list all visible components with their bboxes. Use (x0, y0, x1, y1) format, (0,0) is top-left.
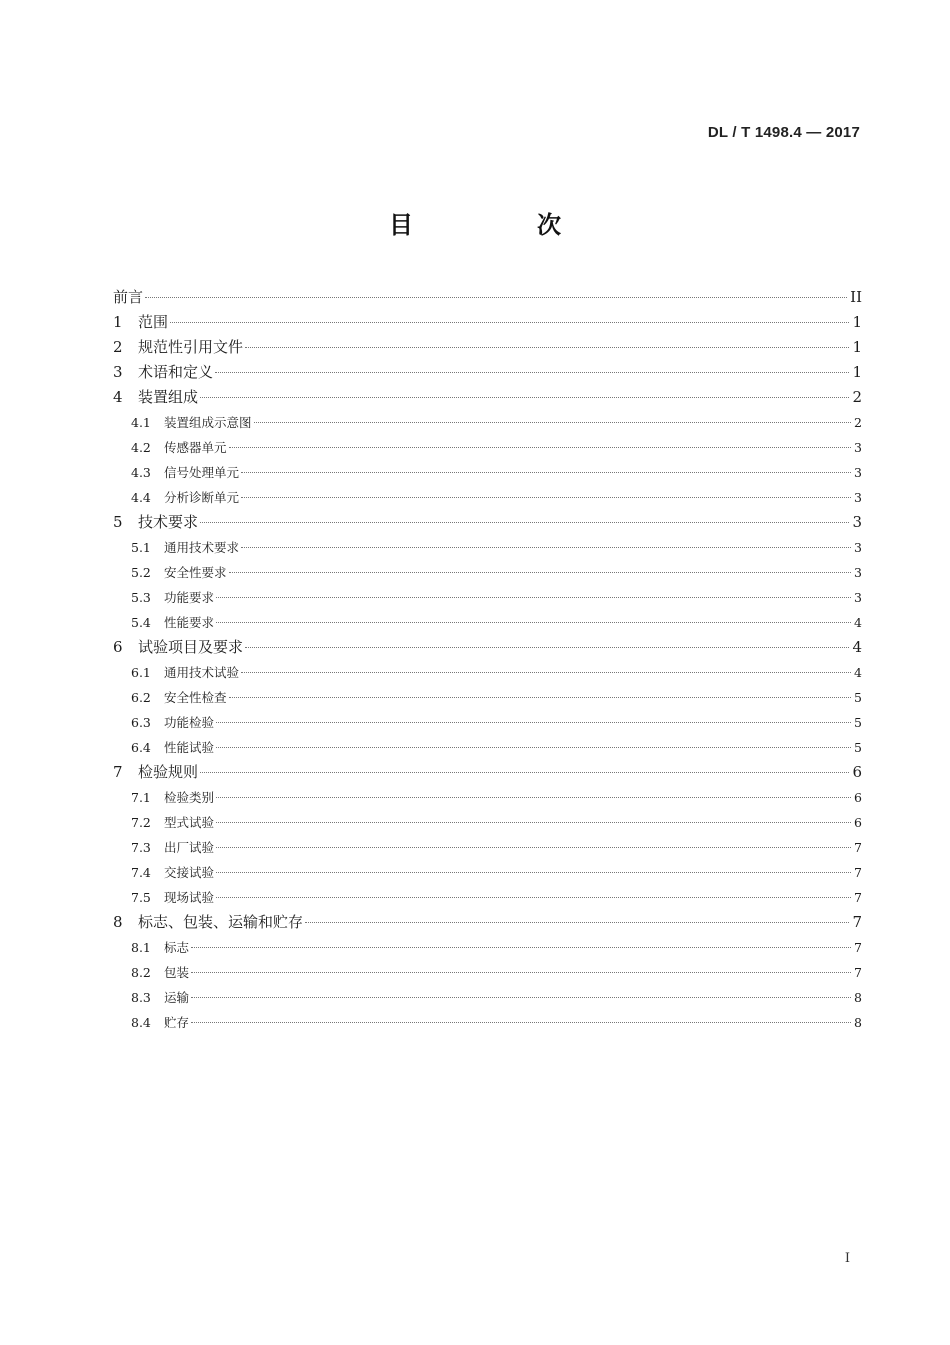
toc-entry-page: 3 (854, 565, 862, 580)
toc-entry-label: 标志 (164, 940, 190, 955)
toc-entry-label: 标志、包装、运输和贮存 (138, 913, 304, 931)
toc-entry-label: 运输 (164, 990, 190, 1005)
toc-entry-label: 性能试验 (164, 740, 215, 755)
toc-entry-number: 4 (113, 388, 123, 406)
toc-leader-dots (254, 422, 851, 423)
toc-entry-page: 8 (854, 1015, 862, 1030)
toc-entry-number: 8.2 (131, 965, 151, 980)
toc-entry-page: 7 (854, 840, 862, 855)
toc-entry[interactable] (113, 760, 862, 785)
toc-entry[interactable] (113, 360, 862, 385)
toc-entry[interactable] (113, 485, 862, 510)
toc-entry-label: 传感器单元 (164, 440, 227, 455)
toc-entry-label: 安全性检查 (164, 690, 227, 705)
toc-entry-number: 4.4 (131, 490, 151, 505)
toc-leader-dots (216, 897, 851, 898)
toc-leader-dots (191, 997, 851, 998)
toc-entry-number: 4.3 (131, 465, 151, 480)
toc-entry-page: 5 (854, 690, 862, 705)
toc-entry-number: 6.3 (131, 715, 151, 730)
toc-entry-number: 4.1 (131, 415, 151, 430)
toc-entry-number: 7.1 (131, 790, 151, 805)
toc-leader-dots (305, 922, 849, 923)
toc-leader-dots (216, 722, 851, 723)
toc-entry-number: 6.2 (131, 690, 151, 705)
toc-entry-page: 7 (854, 865, 862, 880)
toc-leader-dots (200, 772, 849, 773)
toc-entry[interactable] (113, 910, 862, 935)
toc-entry[interactable] (113, 535, 862, 560)
toc-leader-dots (191, 1022, 851, 1023)
toc-entry[interactable] (113, 410, 862, 435)
toc-entry-page: 1 (852, 363, 862, 381)
toc-leader-dots (229, 572, 851, 573)
toc-entry[interactable] (113, 1010, 862, 1035)
toc-entry-page: 3 (852, 513, 862, 531)
toc-entry-number: 6.1 (131, 665, 151, 680)
toc-entry[interactable] (113, 510, 862, 535)
toc-entry-number: 8.3 (131, 990, 151, 1005)
toc-entry-label: 包装 (164, 965, 190, 980)
toc-entry-page: 3 (854, 540, 862, 555)
toc-entry-number: 3 (113, 363, 123, 381)
toc-entry-page: 3 (854, 490, 862, 505)
toc-entry-label: 范围 (138, 313, 169, 331)
toc-leader-dots (245, 647, 849, 648)
toc-leader-dots (215, 372, 849, 373)
toc-entry-page: 7 (854, 890, 862, 905)
toc-entry-number: 7.5 (131, 890, 151, 905)
toc-entry[interactable] (113, 610, 862, 635)
toc-entry-label: 功能要求 (164, 590, 215, 605)
toc-leader-dots (241, 472, 851, 473)
toc-entry-label: 装置组成示意图 (164, 415, 252, 430)
toc-entry[interactable] (113, 435, 862, 460)
toc-entry-page: 2 (854, 415, 862, 430)
page-number: I (844, 1251, 850, 1266)
toc-entry[interactable] (113, 710, 862, 735)
toc-leader-dots (241, 497, 851, 498)
toc-entry[interactable] (113, 985, 862, 1010)
toc-entry-page: 8 (854, 990, 862, 1005)
toc-leader-dots (191, 972, 851, 973)
toc-entry-number: 1 (113, 313, 123, 331)
toc-entry-label: 术语和定义 (138, 363, 214, 381)
toc-entry-number: 7.4 (131, 865, 151, 880)
toc-leader-dots (216, 872, 851, 873)
toc-entry-page: 7 (852, 913, 862, 931)
toc-entry-page: 4 (852, 638, 862, 656)
toc-leader-dots (200, 522, 849, 523)
toc-entry-number: 8 (113, 913, 123, 931)
toc-entry-page: II (850, 288, 862, 306)
toc-entry-page: 6 (852, 763, 862, 781)
toc-entry[interactable] (113, 285, 862, 310)
toc-entry-label: 性能要求 (164, 615, 215, 630)
toc-entry-page: 5 (854, 740, 862, 755)
toc-entry[interactable] (113, 310, 862, 335)
toc-title: 目 次 (389, 210, 611, 239)
toc-entry-label: 通用技术试验 (164, 665, 240, 680)
toc-entry-label: 分析诊断单元 (164, 490, 240, 505)
toc-entry-number: 5.3 (131, 590, 151, 605)
toc-entry[interactable] (113, 935, 862, 960)
toc-entry-number: 5.1 (131, 540, 151, 555)
toc-entry[interactable] (113, 460, 862, 485)
toc-entry-number: 4.2 (131, 440, 151, 455)
toc-leader-dots (216, 797, 851, 798)
toc-entry-number: 8.4 (131, 1015, 151, 1030)
toc-entry-page: 6 (854, 790, 862, 805)
toc-entry-page: 4 (854, 615, 862, 630)
toc-entry[interactable] (113, 585, 862, 610)
toc-leader-dots (241, 672, 851, 673)
toc-entry-label: 出厂试验 (164, 840, 215, 855)
toc-entry-label: 交接试验 (164, 865, 215, 880)
toc-leader-dots (216, 822, 851, 823)
toc-entry-page: 1 (852, 313, 862, 331)
toc-entry-page: 7 (854, 965, 862, 980)
toc-entry-number: 7.2 (131, 815, 151, 830)
toc-entry[interactable] (113, 385, 862, 410)
toc-entry[interactable] (113, 635, 862, 660)
toc-entry-number: 6 (113, 638, 123, 656)
toc-entry-label: 检验规则 (138, 763, 199, 781)
toc-entry-page: 5 (854, 715, 862, 730)
toc-entry-label: 安全性要求 (164, 565, 227, 580)
toc-leader-dots (245, 347, 849, 348)
toc-entry[interactable] (113, 810, 862, 835)
toc-entry[interactable] (113, 960, 862, 985)
toc-leader-dots (241, 547, 851, 548)
toc-entry-number: 7 (113, 763, 123, 781)
toc-entry[interactable] (113, 785, 862, 810)
standard-code: DL / T 1498.4 — 2017 (707, 124, 860, 141)
toc-entry-label: 装置组成 (138, 388, 199, 406)
toc-entry[interactable] (113, 335, 862, 360)
toc-leader-dots (229, 447, 851, 448)
toc-leader-dots (216, 622, 851, 623)
toc-leader-dots (170, 322, 849, 323)
toc-entry-label: 通用技术要求 (164, 540, 240, 555)
toc-entry[interactable] (113, 885, 862, 910)
toc-entry-page: 2 (852, 388, 862, 406)
toc-entry-number: 5.2 (131, 565, 151, 580)
toc-leader-dots (200, 397, 849, 398)
toc-entry[interactable] (113, 835, 862, 860)
toc-entry-number: 8.1 (131, 940, 151, 955)
toc-entry-label: 信号处理单元 (164, 465, 240, 480)
toc-entry[interactable] (113, 860, 862, 885)
toc-entry[interactable] (113, 560, 862, 585)
toc-entry-page: 4 (854, 665, 862, 680)
toc-entry-label: 试验项目及要求 (138, 638, 244, 656)
toc-entry-label: 技术要求 (138, 513, 199, 531)
toc-leader-dots (216, 847, 851, 848)
table-of-contents (113, 285, 862, 1035)
toc-entry-number: 5 (113, 513, 123, 531)
toc-entry-page: 3 (854, 465, 862, 480)
toc-entry[interactable] (113, 660, 862, 685)
toc-entry-number: 2 (113, 338, 123, 356)
toc-entry-label: 规范性引用文件 (138, 338, 244, 356)
toc-entry-number: 7.3 (131, 840, 151, 855)
toc-entry-page: 1 (852, 338, 862, 356)
toc-entry-number: 5.4 (131, 615, 151, 630)
toc-entry-label: 功能检验 (164, 715, 215, 730)
toc-entry-page: 6 (854, 815, 862, 830)
toc-entry[interactable] (113, 685, 862, 710)
toc-leader-dots (216, 747, 851, 748)
toc-entry-label: 现场试验 (164, 890, 215, 905)
toc-entry-page: 7 (854, 940, 862, 955)
toc-entry-label: 检验类别 (164, 790, 215, 805)
toc-leader-dots (216, 597, 851, 598)
toc-entry-label: 贮存 (164, 1015, 190, 1030)
toc-entry-number: 6.4 (131, 740, 151, 755)
toc-leader-dots (191, 947, 851, 948)
toc-leader-dots (229, 697, 851, 698)
toc-leader-dots (145, 297, 847, 298)
toc-entry-page: 3 (854, 590, 862, 605)
toc-entry-page: 3 (854, 440, 862, 455)
toc-entry-label: 前言 (113, 288, 144, 306)
toc-entry[interactable] (113, 735, 862, 760)
toc-entry-label: 型式试验 (164, 815, 215, 830)
